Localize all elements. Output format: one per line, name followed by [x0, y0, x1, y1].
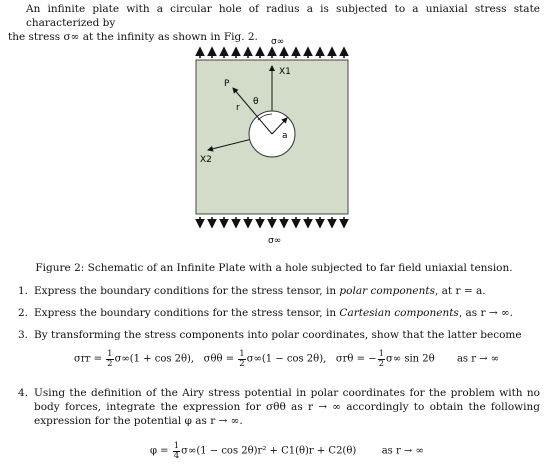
bottom-sigma-label: σ∞ [268, 236, 282, 246]
p-label: P [224, 79, 230, 89]
top-stress-arrows [200, 48, 344, 58]
x2-label: X2 [200, 155, 212, 165]
equation-airy-potential: φ = $\frac{1}{4}$ σ∞(1 − cos 2θ)r² + C1(θ)r + C2(θ) as r → ∞ [150, 441, 424, 461]
intro-line-2: the stress σ∞ at the infinity as shown in Fig. 2. [8, 31, 258, 44]
list-item-3: 3. By transforming the stress components into polar coordinates, show that the latter become [18, 329, 522, 341]
intro-line-1: An infinite plate with a circular hole of radius a is subjected to a uniaxial stress state characterized by [26, 3, 540, 30]
plate-figure [0, 34, 548, 259]
r-label: r [236, 103, 240, 113]
fraction-quarter: $\frac{1}{4}$ [173, 441, 180, 461]
fraction-half: $\frac{1}{2}$ [107, 349, 113, 369]
list-item-1: 1. Express the boundary conditions for the stress tensor, in polar components, at r = a. [18, 285, 486, 297]
top-sigma-label: σ∞ [271, 37, 285, 47]
x1-label: X1 [279, 67, 291, 77]
a-label: a [282, 131, 288, 141]
theta-label: θ [253, 97, 259, 107]
equation-polar-stresses: σrr = $\frac{1}{2}$ σ∞(1 + cos 2θ), σθθ = $\frac{1}{2}$ σ∞(1 − cos 2θ), σrθ = − $\frac{1}{2}$ σ∞ sin 2θ as r → ∞ [74, 349, 500, 369]
list-item-4: 4. Using the definition of the Airy stress potential in polar coordinates for the problem with no body forces, integrate the expression for σθθ as r → ∞ accordingly to obtain the following expression for the potential φ as r → ∞. [18, 387, 540, 428]
bottom-stress-arrows [200, 217, 344, 227]
figure-caption: Figure 2: Schematic of an Infinite Plate with a hole subjected to far field uniaxial tension. [35, 262, 513, 274]
list-item-2: 2. Express the boundary conditions for the stress tensor, in Cartesian components, as r → ∞. [18, 307, 514, 319]
